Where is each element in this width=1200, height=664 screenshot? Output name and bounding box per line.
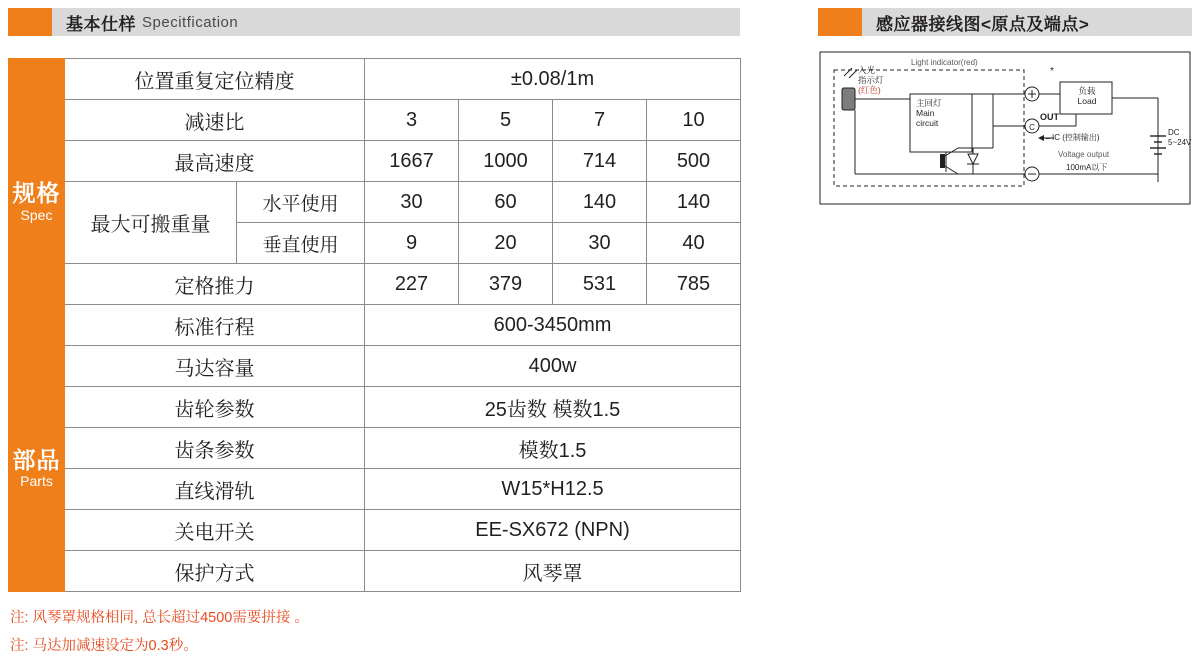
row-5-value-0: 227 [365, 264, 459, 305]
row-value-9: 模数1.5 [365, 428, 741, 469]
spec-header-title-en: Specitfication [142, 13, 239, 31]
ic-output-label: ←IC (控制输出) [1044, 133, 1100, 142]
row-1-value-1: 5 [459, 100, 553, 141]
row-value-7: 400w [365, 346, 741, 387]
row-3-sublabel: 水平使用 [237, 182, 365, 223]
side-label-parts [9, 346, 65, 592]
row-label-5: 定格推力 [65, 264, 365, 305]
side-label-parts-en: Parts [20, 473, 53, 490]
row-4-sublabel: 垂直使用 [237, 223, 365, 264]
sensor-section-header [818, 8, 1192, 36]
row-3-value-0: 30 [365, 182, 459, 223]
row-4-value-3: 40 [647, 223, 741, 264]
row-label-11: 关电开关 [65, 510, 365, 551]
spec-header-title-cn: 基本仕样 [66, 14, 136, 34]
row-label-1: 减速比 [65, 100, 365, 141]
side-label-spec-cn: 规格 [12, 180, 61, 207]
row-value-12: 风琴罩 [365, 551, 741, 592]
row-label-7: 马达容量 [65, 346, 365, 387]
table-row [9, 100, 741, 141]
spec-section-header [8, 8, 740, 36]
table-row [9, 305, 741, 346]
row-label-6: 标准行程 [65, 305, 365, 346]
table-row [9, 510, 741, 551]
row-1-value-3: 10 [647, 100, 741, 141]
dc-range-label: 5~24V [1168, 137, 1192, 147]
row-3-value-3: 140 [647, 182, 741, 223]
row-2-value-0: 1667 [365, 141, 459, 182]
table-row [9, 387, 741, 428]
note-2: 注: 马达加减速设定为0.3秒。 [10, 637, 198, 654]
row-value-10: W15*H12.5 [365, 469, 741, 510]
row-2-value-1: 1000 [459, 141, 553, 182]
row-label-3: 最大可搬重量 [65, 182, 237, 264]
row-label-12: 保护方式 [65, 551, 365, 592]
row-4-value-0: 9 [365, 223, 459, 264]
row-3-value-1: 60 [459, 182, 553, 223]
spec-header-accent-bar [8, 8, 52, 36]
light-indicator-label: Light indicator(red) [911, 58, 978, 67]
specification-table [8, 58, 741, 592]
side-label-spec [9, 59, 65, 346]
row-label-2: 最高速度 [65, 141, 365, 182]
side-label-parts-cn: 部品 [12, 446, 61, 473]
row-3-value-2: 140 [553, 182, 647, 223]
in-light-label-sub: 指示灯 [858, 74, 884, 85]
sensor-header-title-bar [862, 8, 1192, 36]
star-mark: * [1050, 66, 1054, 77]
side-label-spec-en: Spec [20, 206, 53, 223]
table-row [9, 141, 741, 182]
load-label-cn: 负载 [1078, 86, 1096, 96]
row-value-8: 25齿数 模数1.5 [365, 387, 741, 428]
row-label-10: 直线滑轨 [65, 469, 365, 510]
dc-label: DC [1168, 128, 1180, 137]
row-value-6: 600-3450mm [365, 305, 741, 346]
table-row [9, 469, 741, 510]
row-2-value-2: 714 [553, 141, 647, 182]
sensor-wiring-diagram [818, 50, 1192, 220]
main-circuit-label-cn: 主回灯 [916, 98, 942, 108]
row-label-9: 齿条参数 [65, 428, 365, 469]
table-row [9, 551, 741, 592]
main-circuit-label-en1: Main [916, 108, 935, 119]
sensor-header-title: 感应器接线图<原点及端点> [876, 14, 1090, 34]
row-value-0: ±0.08/1m [365, 59, 741, 100]
table-row [9, 264, 741, 305]
in-light-label-cn: 入光 [858, 65, 876, 75]
table-row [9, 428, 741, 469]
row-4-value-2: 30 [553, 223, 647, 264]
in-light-label-color: (红色) [858, 84, 881, 95]
row-label-8: 齿轮参数 [65, 387, 365, 428]
row-value-11: EE-SX672 (NPN) [365, 510, 741, 551]
row-5-value-1: 379 [459, 264, 553, 305]
table-row [9, 182, 741, 223]
note-1: 注: 风琴罩规格相同, 总长超过4500需要拼接 。 [10, 610, 309, 626]
load-label-en: Load [1077, 96, 1097, 107]
row-label-0: 位置重复定位精度 [65, 59, 365, 100]
spec-header-title-bar [52, 8, 740, 36]
row-5-value-3: 785 [647, 264, 741, 305]
row-2-value-3: 500 [647, 141, 741, 182]
table-row [9, 59, 741, 100]
row-4-value-1: 20 [459, 223, 553, 264]
voltage-output-label: Voltage output [1058, 150, 1110, 159]
notes-block [10, 605, 309, 660]
main-circuit-label-en2: circuit [916, 118, 939, 129]
row-5-value-2: 531 [553, 264, 647, 305]
svg-text:C: C [1029, 123, 1035, 132]
row-1-value-0: 3 [365, 100, 459, 141]
out-label: OUT [1040, 112, 1059, 122]
table-row [9, 346, 741, 387]
current-limit-label: 100mA以下 [1066, 163, 1108, 172]
sensor-header-accent-bar [818, 8, 862, 36]
row-1-value-2: 7 [553, 100, 647, 141]
